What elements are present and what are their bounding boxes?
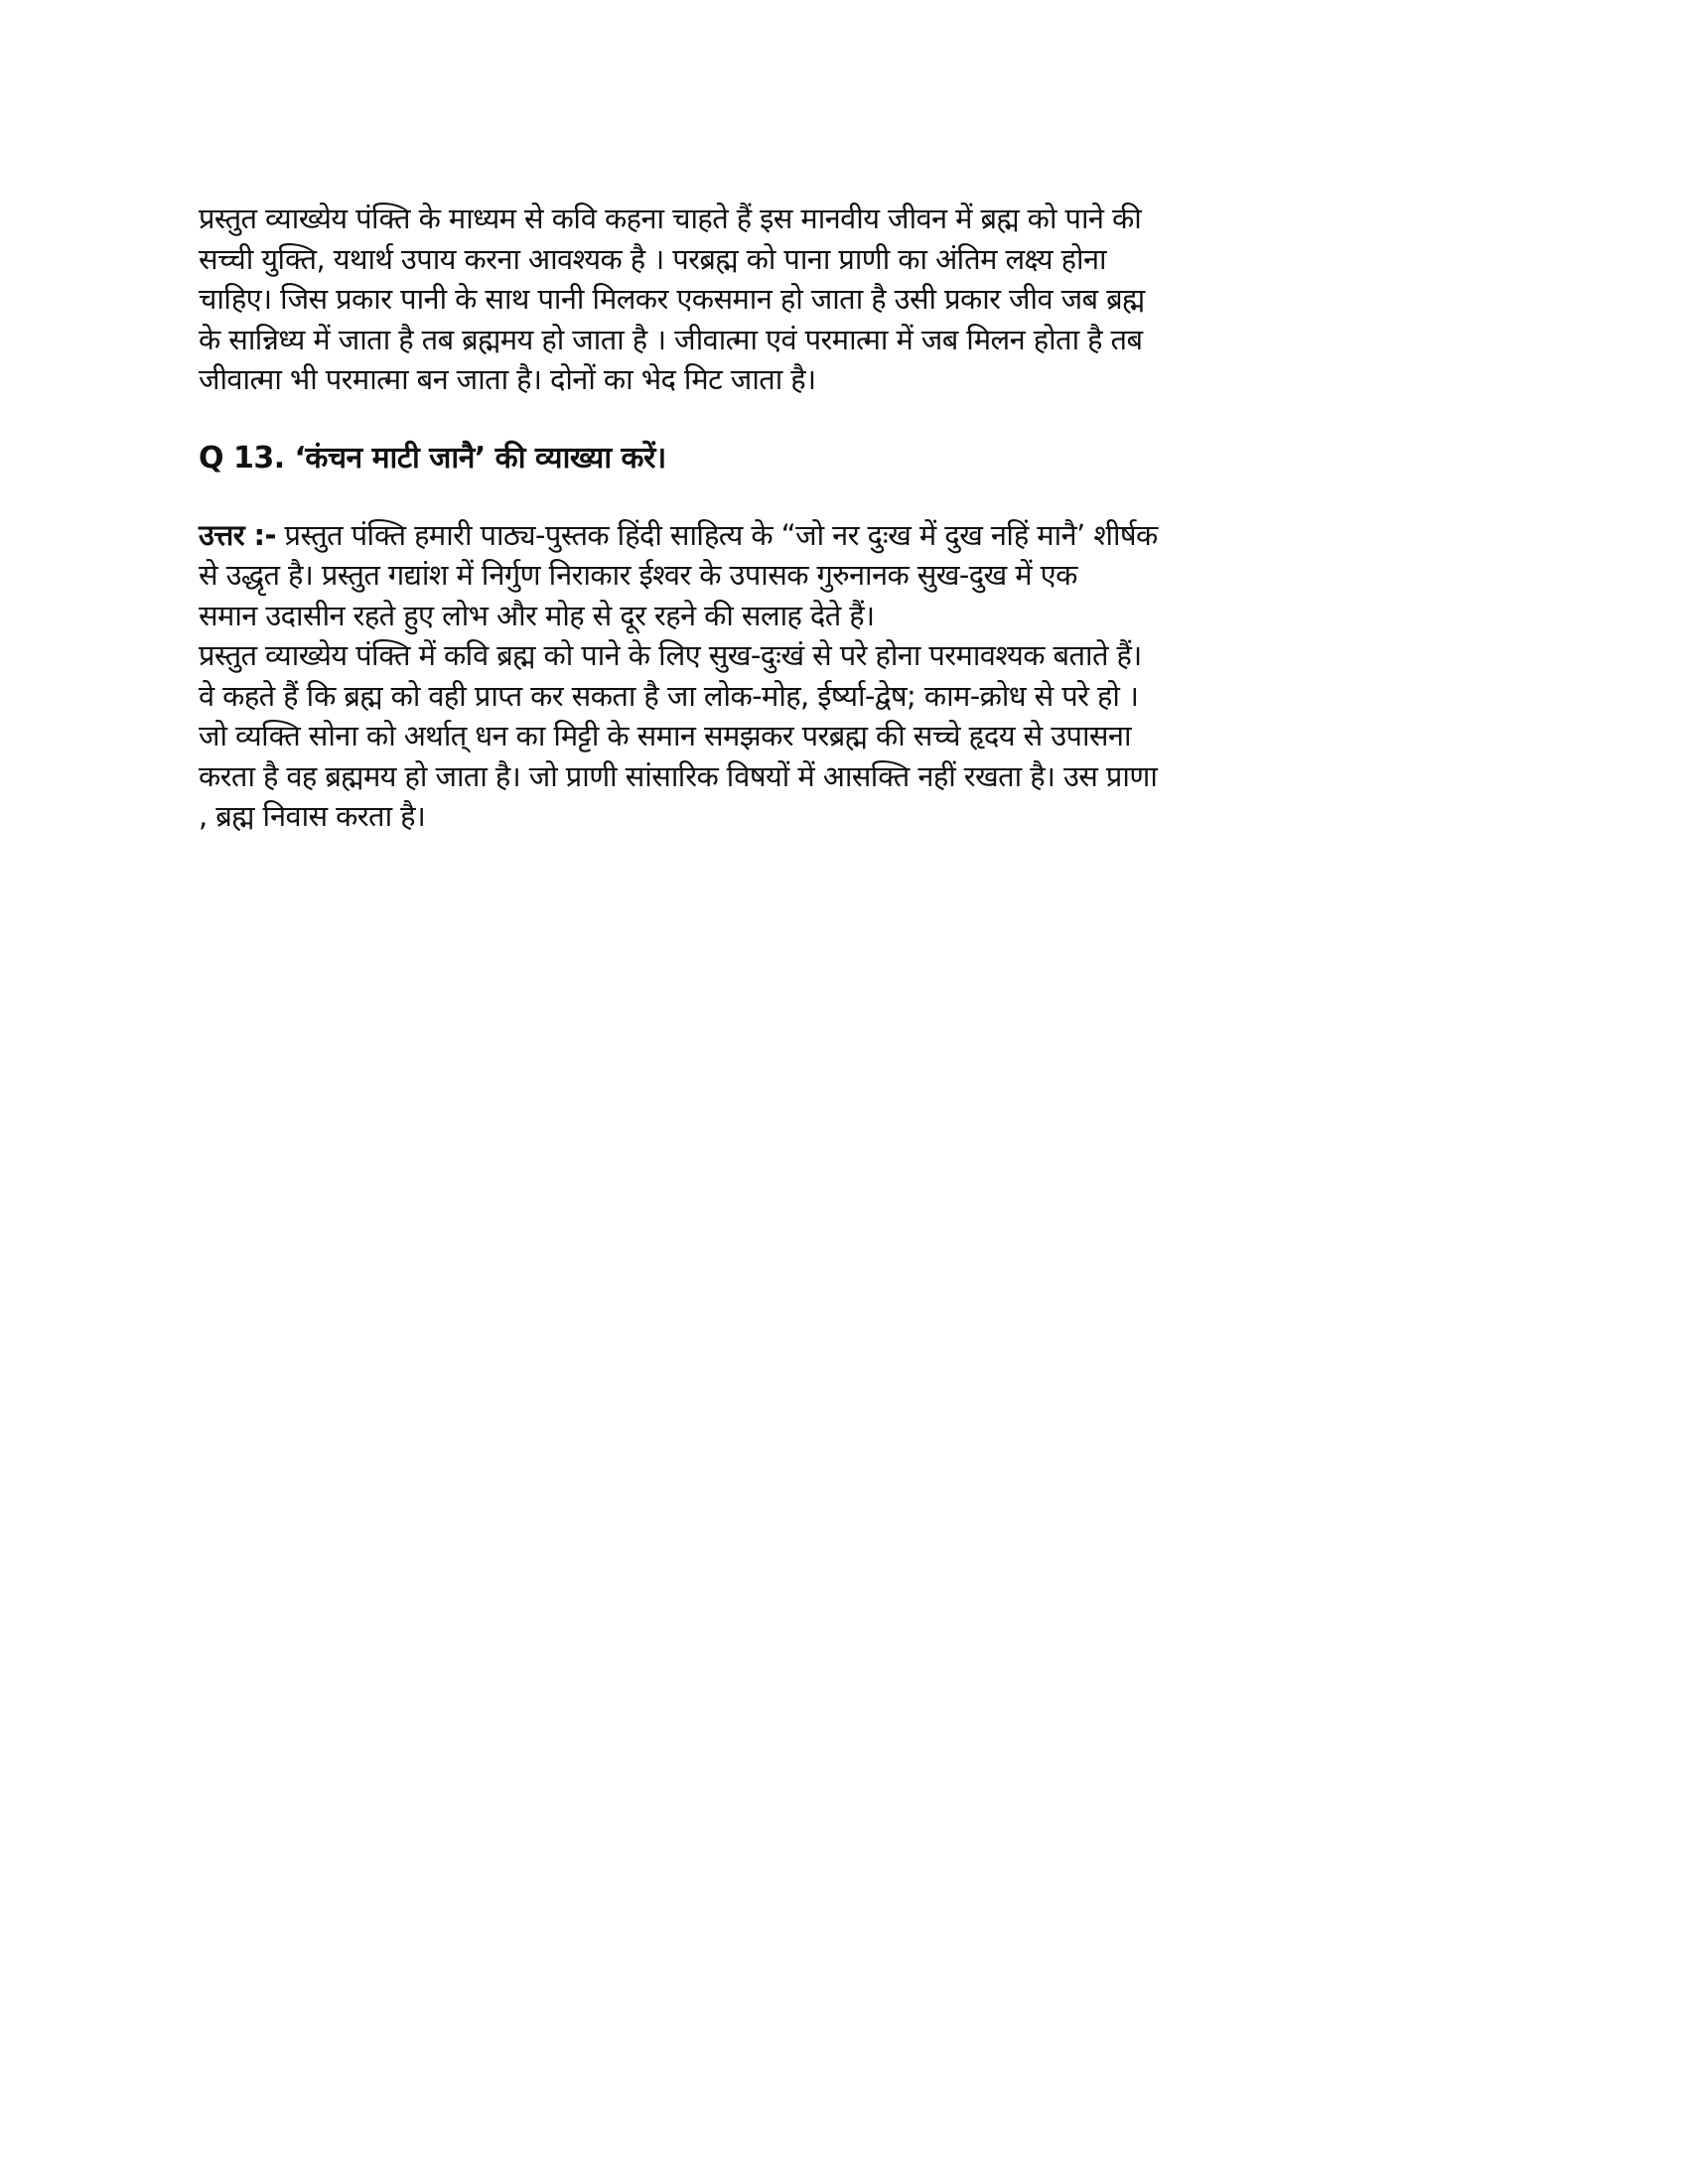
paragraph-line: से उद्धृत है। प्रस्तुत गद्यांश में निर्गुण निराकार ईश्वर के उपासक गुरुनानक सुख-दुख में एक (199, 558, 1077, 592)
answer-first-line (199, 515, 1489, 556)
paragraph-line: , ब्रह्म निवास करता है। (199, 799, 426, 833)
answer-paragraph (199, 515, 1489, 837)
paragraph-line: वे कहते हैं कि ब्रह्म को वही प्राप्त कर सकता है जा लोक-मोह, ईर्ष्या-द्वेष; काम-क्रोध से परे हो । (199, 678, 1139, 713)
paragraph-line: जो व्यक्ति सोना को अर्थात् धन का मिट्टी के समान समझकर परब्रह्म की सच्चे हृदय से उपासना (199, 719, 1131, 752)
intro-paragraph (199, 199, 1489, 400)
paragraph-line: के सान्निध्य में जाता है तब ब्रह्ममय हो जाता है । जीवात्मा एवं परमात्मा में जब मिलन होता है तब (199, 322, 1143, 356)
paragraph-line: प्रस्तुत व्याख्येय पंक्ति में कवि ब्रह्म को पाने के लिए सुख-दुःखं से परे होना परमावश्यक बताते हैं। (199, 638, 1142, 672)
paragraph-line: चाहिए। जिस प्रकार पानी के साथ पानी मिलकर एकसमान हो जाता है उसी प्रकार जीव जब ब्रह्म (199, 282, 1145, 316)
paragraph-line: सच्ची युक्ति, यथार्थ उपाय करना आवश्यक है । परब्रह्म को पाना प्राणी का अंतिम लक्ष्य होना (199, 241, 1106, 276)
document-page (199, 199, 1489, 837)
paragraph-line: करता है वह ब्रह्ममय हो जाता है। जो प्राणी सांसारिक विषयों में आसक्ति नहीं रखता है। उस प्राणा (199, 758, 1158, 793)
paragraph-line: जीवात्मा भी परमात्मा बन जाता है। दोनों का भेद मिट जाता है। (199, 362, 816, 396)
paragraph-line: समान उदासीन रहते हुए लोभ और मोह से दूर रहने की सलाह देते हैं। (199, 598, 875, 632)
answer-label: उत्तर :- (199, 517, 276, 552)
answer-first-line-text: प्रस्तुत पंक्ति हमारी पाठ्य-पुस्तक हिंदी साहित्य के “जो नर दुःख में दुख नहिं मानै’ शीर्षक (275, 517, 1158, 552)
paragraph-line: प्रस्तुत व्याख्येय पंक्ति के माध्यम से कवि कहना चाहते हैं इस मानवीय जीवन में ब्रह्म को पाने की (199, 202, 1142, 235)
question-heading: Q 13. ‘कंचन माटी जानै’ की व्याख्या करें। (199, 440, 666, 476)
